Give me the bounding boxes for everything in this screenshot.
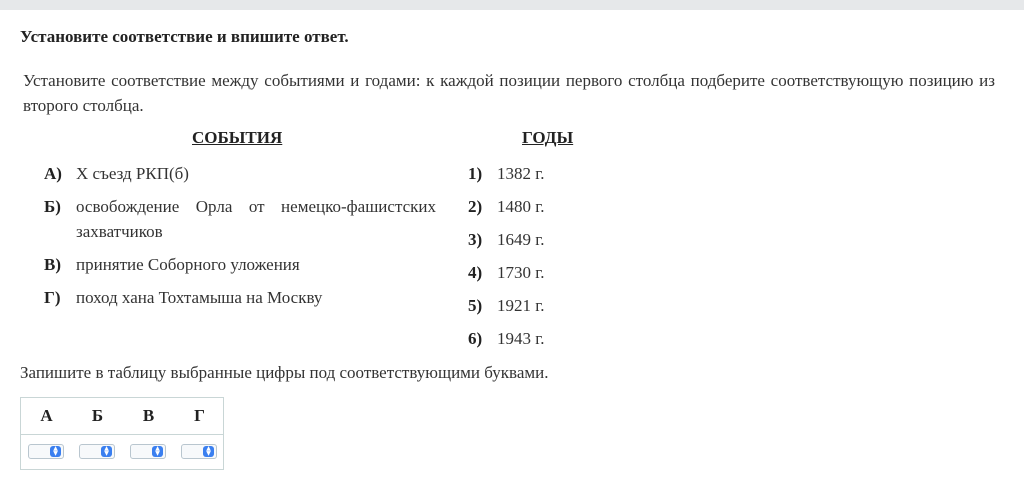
year-text: 1730 г. <box>497 263 545 282</box>
event-letter: Б) <box>44 197 61 216</box>
answer-column-b: Б <box>91 406 104 425</box>
updown-chevron-icon: ▲ ▼ <box>152 446 163 457</box>
answer-column-g: Г <box>194 406 205 425</box>
year-text: 1382 г. <box>497 164 545 183</box>
answer-column-a: А <box>40 406 53 425</box>
year-number: 5) <box>468 296 483 315</box>
event-text: принятие Соборного уложения <box>76 255 300 274</box>
year-item-2 <box>468 194 545 219</box>
event-item-a <box>44 161 436 186</box>
event-item-v <box>44 252 436 277</box>
answer-select-v[interactable] <box>130 444 166 459</box>
event-letter: А) <box>44 164 62 183</box>
answer-table-header-row <box>21 398 223 435</box>
year-item-6 <box>468 326 545 351</box>
years-column-header: ГОДЫ <box>522 128 574 147</box>
event-item-b <box>44 194 436 244</box>
answer-column-v: В <box>142 406 155 425</box>
top-bar <box>0 0 1024 10</box>
answer-select-b[interactable] <box>79 444 115 459</box>
updown-chevron-icon: ▲ ▼ <box>101 446 112 457</box>
year-number: 3) <box>468 230 483 249</box>
year-item-4 <box>468 260 545 285</box>
updown-chevron-icon: ▲ ▼ <box>203 446 214 457</box>
events-column-header: СОБЫТИЯ <box>192 128 283 147</box>
year-item-5 <box>468 293 545 318</box>
event-text: X съезд РКП(б) <box>76 164 189 183</box>
task-intro: Установите соответствие между событиями и годами: к каждой позиции первого столбца подберите соответствующую позицию из второго столбца. <box>23 71 995 115</box>
year-number: 6) <box>468 329 483 348</box>
task-heading: Установите соответствие и впишите ответ. <box>20 27 349 46</box>
event-letter: Г) <box>44 288 61 307</box>
event-text: поход хана Тохтамыша на Москву <box>76 288 323 307</box>
event-letter: В) <box>44 255 61 274</box>
year-number: 1) <box>468 164 483 183</box>
answer-select-g[interactable] <box>181 444 217 459</box>
event-item-g <box>44 285 436 310</box>
year-item-3 <box>468 227 545 252</box>
year-text: 1921 г. <box>497 296 545 315</box>
year-number: 2) <box>468 197 483 216</box>
year-text: 1480 г. <box>497 197 545 216</box>
year-text: 1649 г. <box>497 230 545 249</box>
answer-table <box>20 397 224 470</box>
answer-select-a[interactable] <box>28 444 64 459</box>
year-number: 4) <box>468 263 483 282</box>
answer-instruction: Запишите в таблицу выбранные цифры под соответствующими буквами. <box>20 363 549 382</box>
event-text: освобождение Орла от немецко-фашистских захватчиков <box>76 197 436 241</box>
updown-chevron-icon: ▲ ▼ <box>50 446 61 457</box>
year-item-1 <box>468 161 545 186</box>
year-text: 1943 г. <box>497 329 545 348</box>
